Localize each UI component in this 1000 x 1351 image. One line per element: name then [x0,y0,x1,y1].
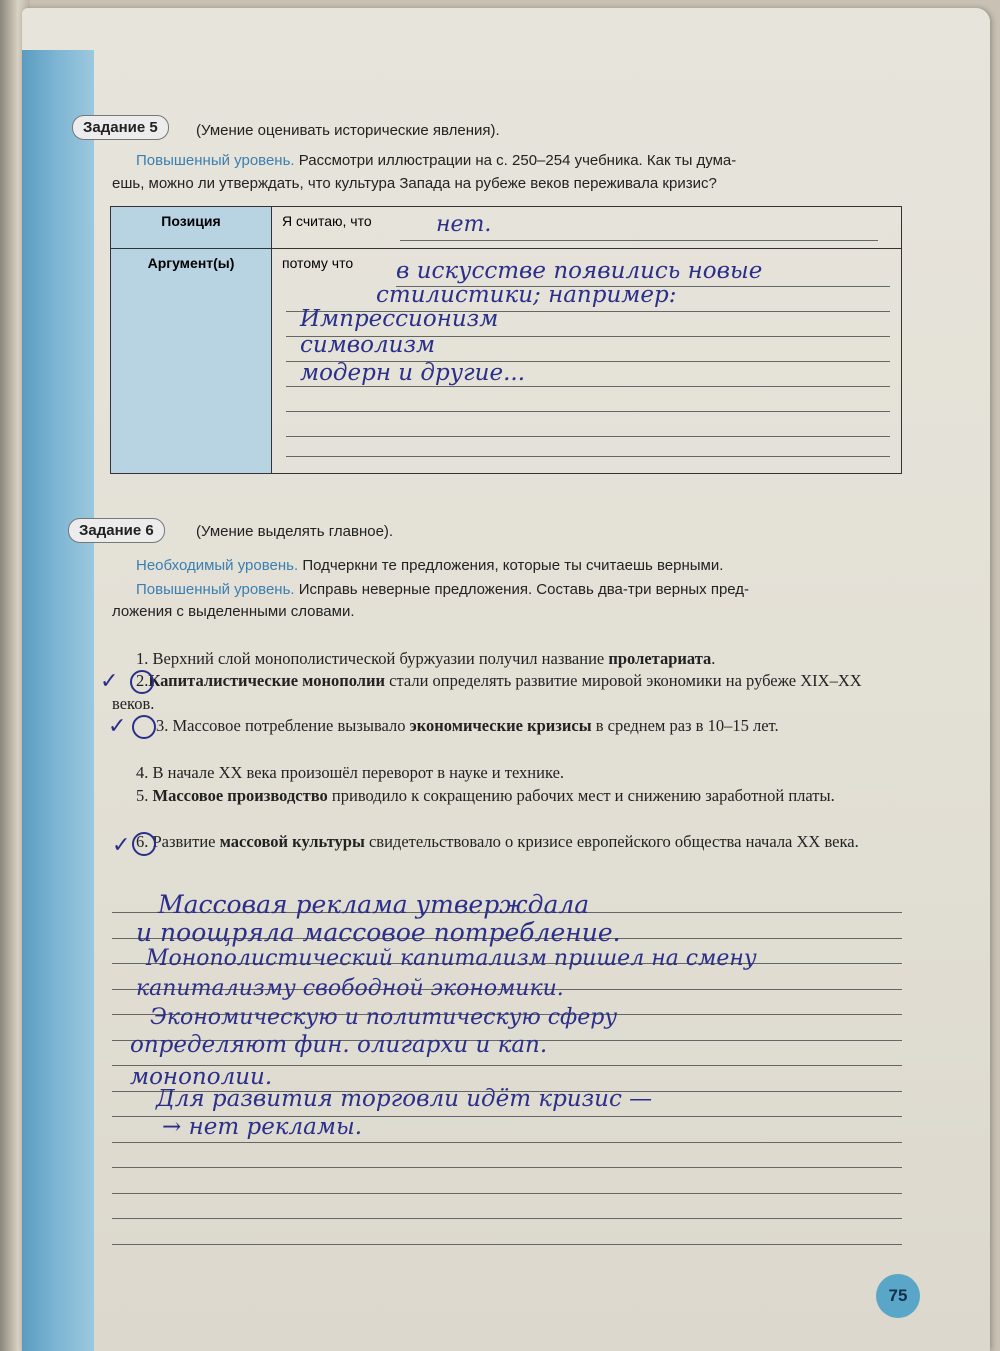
answer-line [286,436,890,437]
sentence-3 [112,714,904,737]
handwritten-answer-line: монополии. [130,1064,273,1090]
task5-instruction-line2: ешь, можно ли утверждать, что культура Запада на рубеже веков переживала кризис? [112,175,717,192]
sentence-number: 1. [136,649,149,668]
sentence-2 [112,669,904,715]
answer-line [112,1244,902,1245]
checkmark-icon: ✓ [108,713,127,738]
circle-mark-icon [132,832,156,856]
sentence-text: приводило к сокращению рабочих мест и снижению заработной платы. [327,786,835,805]
handwritten-answer-line: Для развития торговли идёт кризис — [156,1086,653,1112]
handwritten-argument-1: в искусстве появились новые [396,258,763,284]
position-header: Позиция [111,207,272,249]
task6-label: Задание 6 [68,518,165,543]
answer-line [112,1193,902,1194]
task5-instruction-line1 [136,150,906,172]
sentence-number: 3. [156,716,169,735]
sentence-number: 5. [136,786,149,805]
sentence-text: . [711,649,716,668]
sentence-keyword: Массовое производство [152,786,328,805]
handwritten-argument-5: модерн и другие... [300,360,526,386]
checkmark-icon: ✓ [100,668,119,693]
argument-prefix: потому что [282,255,354,271]
position-prefix: Я считаю, что [282,213,372,229]
circle-mark-icon [130,670,154,694]
answer-line [112,1167,902,1168]
sentence-5 [112,784,904,807]
task6-level1-text: Подчеркни те предложения, которые ты считаешь верными. [298,557,724,574]
handwritten-answer-line: определяют фин. олигархи и кап. [130,1032,548,1058]
answer-line [286,386,890,387]
task5-subtitle: (Умение оценивать исторические явления). [196,122,500,139]
sentence-text: Развитие [148,832,220,851]
handwritten-answer-line: капитализму свободной экономики. [136,976,564,1001]
answer-line [400,240,878,241]
handwritten-answer-line: Массовая реклама утверждала [158,890,590,919]
sentence-keyword: экономические кризисы [409,716,592,735]
page-margin-strip [22,50,94,1351]
position-cell [272,207,902,249]
task6-level2: Повышенный уровень. [136,581,295,598]
sentence-text: стали определять развитие мировой экономики на рубеже XIX–XX веков. [112,671,862,713]
sentence-text: Массовое потребление вызывало [168,716,410,735]
sentence-keyword: массовой культуры [219,832,365,851]
task6-level2-line [136,579,906,601]
sentence-text: Верхний слой монополистической буржуазии получил название [148,649,609,668]
argument-header: Аргумент(ы) [111,249,272,474]
task6-level2-text: Исправь неверные предложения. Составь два-три верных пред- [294,581,750,598]
handwritten-answer-line: Экономическую и политическую сферу [150,1005,618,1030]
sentence-text: свидетельствовало о кризисе европейского общества начала XX века. [364,832,859,851]
sentence-number: 6. [136,832,149,851]
task6-level2-line2: ложения с выделенными словами. [112,603,355,620]
page-number: 75 [876,1274,920,1318]
handwritten-argument-3: Импрессионизм [300,306,499,332]
task5-level: Повышенный уровень. [136,152,295,169]
handwritten-answer-line: Монополистический капитализм пришел на смену [146,946,757,971]
sentence-1 [112,647,904,670]
handwritten-position: нет. [436,212,492,237]
handwritten-argument-4: символизм [300,332,436,358]
checkmark-icon: ✓ [112,832,131,857]
task6-subtitle: (Умение выделять главное). [196,523,394,540]
answer-line [286,411,890,412]
sentence-keyword: Капиталистические монополии [148,671,386,690]
sentence-keyword: пролетариата [608,649,712,668]
answer-line [112,1142,902,1143]
handwritten-answer-line: → нет рекламы. [162,1114,363,1140]
sentence-number: 4. [136,763,149,782]
sentence-4 [112,761,904,784]
handwritten-answer-line: и поощряла массовое потребление. [136,918,621,947]
handwritten-argument-2: стилистики; например: [376,282,677,308]
task6-level1-line [136,555,906,577]
task6-level1: Необходимый уровень. [136,557,299,574]
sentence-number: 2. [136,671,149,690]
answer-line [112,1218,902,1219]
task5-label: Задание 5 [72,115,169,140]
sentence-text: В начале XX века произошёл переворот в науке и технике. [148,763,565,782]
position-argument-table [110,206,902,474]
circle-mark-icon [132,715,156,739]
answer-line [286,456,890,457]
sentence-text: в среднем раз в 10–15 лет. [591,716,779,735]
task5-text1: Рассмотри иллюстрации на с. 250–254 учебника. Как ты дума- [294,152,737,169]
sentence-6 [112,830,904,853]
